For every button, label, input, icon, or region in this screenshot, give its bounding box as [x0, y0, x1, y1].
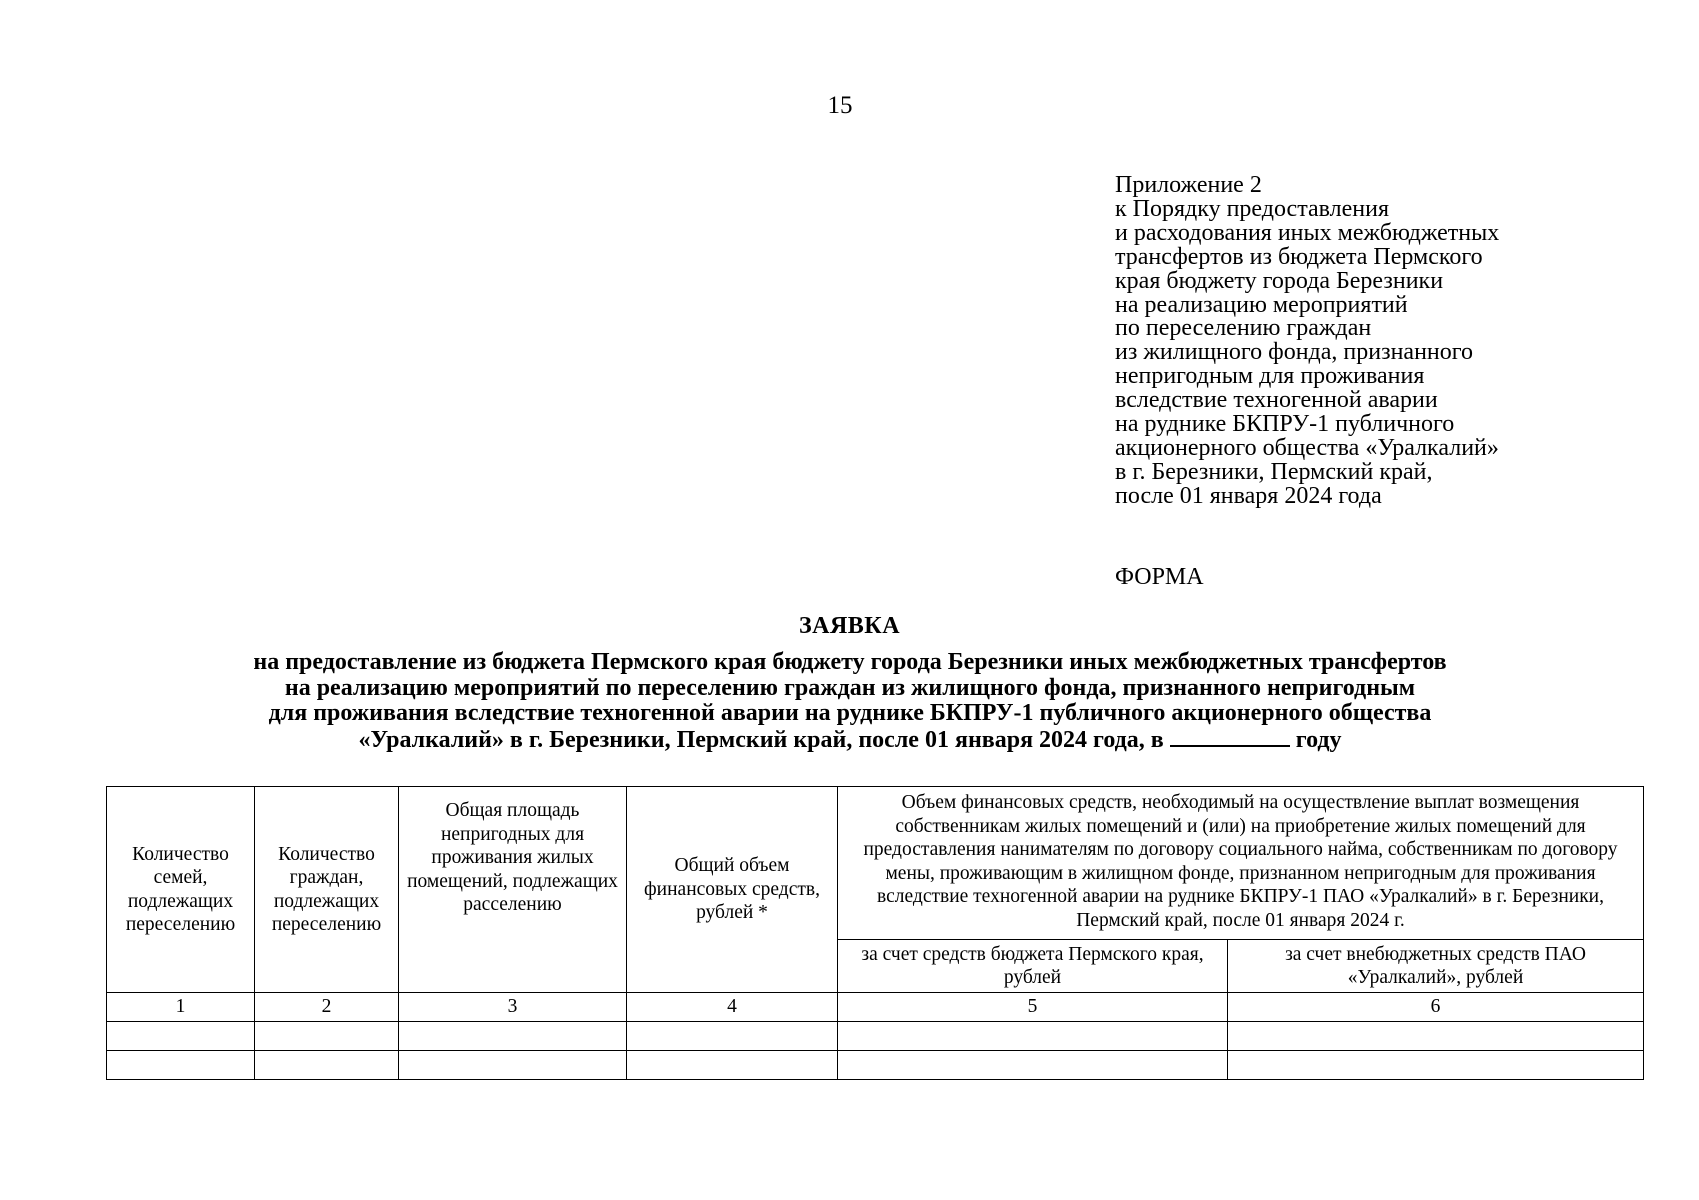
appendix-line: на реализацию мероприятий — [1115, 291, 1408, 318]
appendix-line: из жилищного фонда, признанного — [1115, 339, 1473, 366]
appendix-line: трансфертов из бюджета Пермского — [1115, 243, 1483, 270]
appendix-line: на руднике БКПРУ-1 публичного — [1115, 411, 1455, 438]
subtitle-line: на предоставление из бюджета Пермского края бюджету города Березники иных межбюджетных трансфертов — [253, 649, 1447, 675]
empty-cell[interactable] — [107, 1022, 255, 1051]
empty-cell[interactable] — [627, 1022, 838, 1051]
header-funds-group: Объем финансовых средств, необходимый на осуществление выплат возмещения собственникам жилых помещений и (или) на приобретение жилых помещений для предоставления нанимателям по договору социального найма, собственникам по договору мены, проживающим в жилищном фонде, признанном непригодным для проживания вследствие техногенной аварии на руднике БКПРУ-1 ПАО «Уралкалий» в г. Березники, Пермский край, после 01 января 2024 г. — [838, 787, 1644, 940]
subtitle-text: «Уралкалий» в г. Березники, Пермский край, после 01 января 2024 года, в — [358, 726, 1164, 753]
empty-cell[interactable] — [1228, 1022, 1644, 1051]
table-row — [107, 1051, 1644, 1080]
empty-cell[interactable] — [1228, 1051, 1644, 1080]
year-blank-field[interactable] — [1170, 727, 1290, 747]
column-numbers-row — [107, 993, 1644, 1022]
document-title: ЗАЯВКА — [798, 613, 901, 639]
header-extrabudgetary: за счет внебюджетных средств ПАО «Уралкалий», рублей — [1228, 940, 1644, 993]
appendix-line: после 01 января 2024 года — [1115, 482, 1382, 509]
appendix-line: в г. Березники, Пермский край, — [1115, 458, 1433, 485]
form-label: ФОРМА — [1115, 564, 1204, 590]
empty-cell[interactable] — [838, 1051, 1228, 1080]
empty-cell[interactable] — [255, 1051, 399, 1080]
table-header-row — [107, 787, 1644, 940]
empty-cell[interactable] — [399, 1051, 627, 1080]
column-number: 5 — [838, 993, 1228, 1022]
appendix-line: Приложение 2 — [1115, 172, 1262, 198]
subtitle-text: году — [1295, 726, 1342, 753]
appendix-line: непригодным для проживания — [1115, 363, 1425, 390]
column-number: 4 — [627, 993, 838, 1022]
subtitle-line: для проживания вследствие техногенной аварии на руднике БКПРУ-1 публичного акционерного общества — [268, 700, 1432, 726]
column-number: 3 — [399, 993, 627, 1022]
appendix-line: вследствие техногенной аварии — [1115, 387, 1438, 414]
column-number: 1 — [107, 993, 255, 1022]
appendix-line: по переселению граждан — [1115, 315, 1372, 342]
appendix-line: акционерного общества «Уралкалий» — [1115, 434, 1499, 461]
column-number: 6 — [1228, 993, 1644, 1022]
empty-cell[interactable] — [838, 1022, 1228, 1051]
appendix-line: края бюджету города Березники — [1115, 267, 1444, 294]
subtitle-line-with-blank — [80, 727, 1620, 754]
appendix-block — [1115, 174, 1675, 509]
header-regional-budget: за счет средств бюджета Пермского края, рублей — [838, 940, 1228, 993]
empty-cell[interactable] — [255, 1022, 399, 1051]
subtitle-line: на реализацию мероприятий по переселению граждан из жилищного фонда, признанного непригодным — [284, 674, 1416, 701]
application-table — [106, 786, 1644, 1080]
column-number: 2 — [255, 993, 399, 1022]
empty-cell[interactable] — [627, 1051, 838, 1080]
empty-cell[interactable] — [107, 1051, 255, 1080]
document-subtitle — [80, 650, 1620, 753]
empty-cell[interactable] — [399, 1022, 627, 1051]
appendix-line: к Порядку предоставления — [1115, 195, 1390, 222]
page-number: 15 — [827, 92, 853, 119]
header-total-area: Общая площадь непригодных для проживания жилых помещений, подлежащих расселению — [399, 787, 627, 993]
appendix-line: и расходования иных межбюджетных — [1115, 219, 1500, 246]
table-row — [107, 1022, 1644, 1051]
header-families-count: Количество семей, подлежащих переселению — [107, 787, 255, 993]
header-citizens-count: Количество граждан, подлежащих переселению — [255, 787, 399, 993]
header-total-funds: Общий объем финансовых средств, рублей * — [627, 787, 838, 993]
